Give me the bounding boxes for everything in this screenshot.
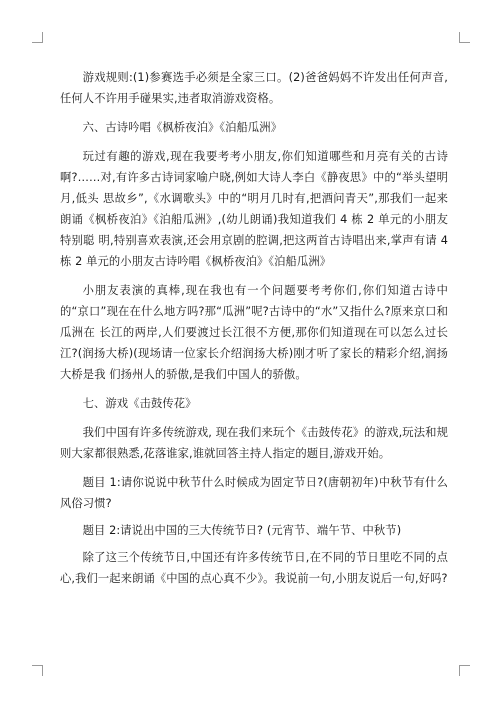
poem-intro-paragraph: 玩过有趣的游戏,现在我要考考小朋友,你们知道哪些和月亮有关的古诗啊?……对,有许多古诗词家喻户晓,例如大诗人李白《静夜思》中的“举头望明月,低头 思故乡”,《水调歌头》中的“明月几时有,把酒问青天”,那我们一起来朗诵《枫桥夜泊》《泊船瓜洲》,(幼儿朗诵)我知道我们 4 栋 2 单元的小朋友特别聪 明,特别喜欢表演,还会用京剧的腔调,把这两首古诗唱出来,掌声有请 4 栋 2 单元的小朋友古诗吟唱《枫桥夜泊》《泊船瓜洲》	[60, 150, 448, 268]
crop-mark-top-left	[32, 32, 43, 43]
section-six-heading: 六、古诗吟唱《枫桥夜泊》《泊船瓜洲》	[82, 121, 283, 134]
question-one: 题目 1:请你说说中秋节什么时候成为固定节日?(唐朝初年)中秋节有什么风俗习惯?	[60, 476, 448, 510]
drum-game-paragraph: 我们中国有许多传统游戏, 现在我们来玩个《击鼓传花》的游戏,玩法和规则大家都很熟悉,花落谁家,谁就回答主持人指定的题目,游戏开始。	[60, 426, 448, 460]
question-two: 题目 2:请说出中国的三大传统节日? (元宵节、端午节、中秋节)	[82, 524, 402, 537]
crop-mark-bottom-right	[459, 665, 470, 676]
document-body	[60, 67, 448, 597]
crop-mark-top-right	[459, 32, 470, 43]
crop-mark-bottom-left	[32, 665, 43, 676]
jingkou-question-paragraph: 小朋友表演的真棒,现在我也有一个问题要考考你们,你们知道古诗中的“京口”现在在什么地方吗?那“瓜洲”呢?古诗中的“水”又指什么?原来京口和瓜洲在 长江的两岸,人们要渡过长江很不方便,那你们知道现在可以怎么过长江?(润扬大桥)(现场请一位家长介绍润扬大桥)刚才听了家长的精彩介绍,润扬大桥是我 们扬州人的骄傲,是我们中国人的骄傲。	[60, 284, 448, 381]
game-rules-paragraph: 游戏规则:(1)参赛选手必须是全家三口。(2)爸爸妈妈不许发出任何声音,任何人不许用手碰果实,违者取消游戏资格。	[60, 71, 448, 105]
closing-paragraph: 除了这三个传统节日,中国还有许多传统节日,在不同的节日里吃不同的点心,我们一起来朗诵《中国的点心真不少》。我说前一句,小朋友说后一句,好吗?	[60, 551, 448, 585]
section-seven-heading: 七、游戏《击鼓传花》	[82, 397, 197, 410]
